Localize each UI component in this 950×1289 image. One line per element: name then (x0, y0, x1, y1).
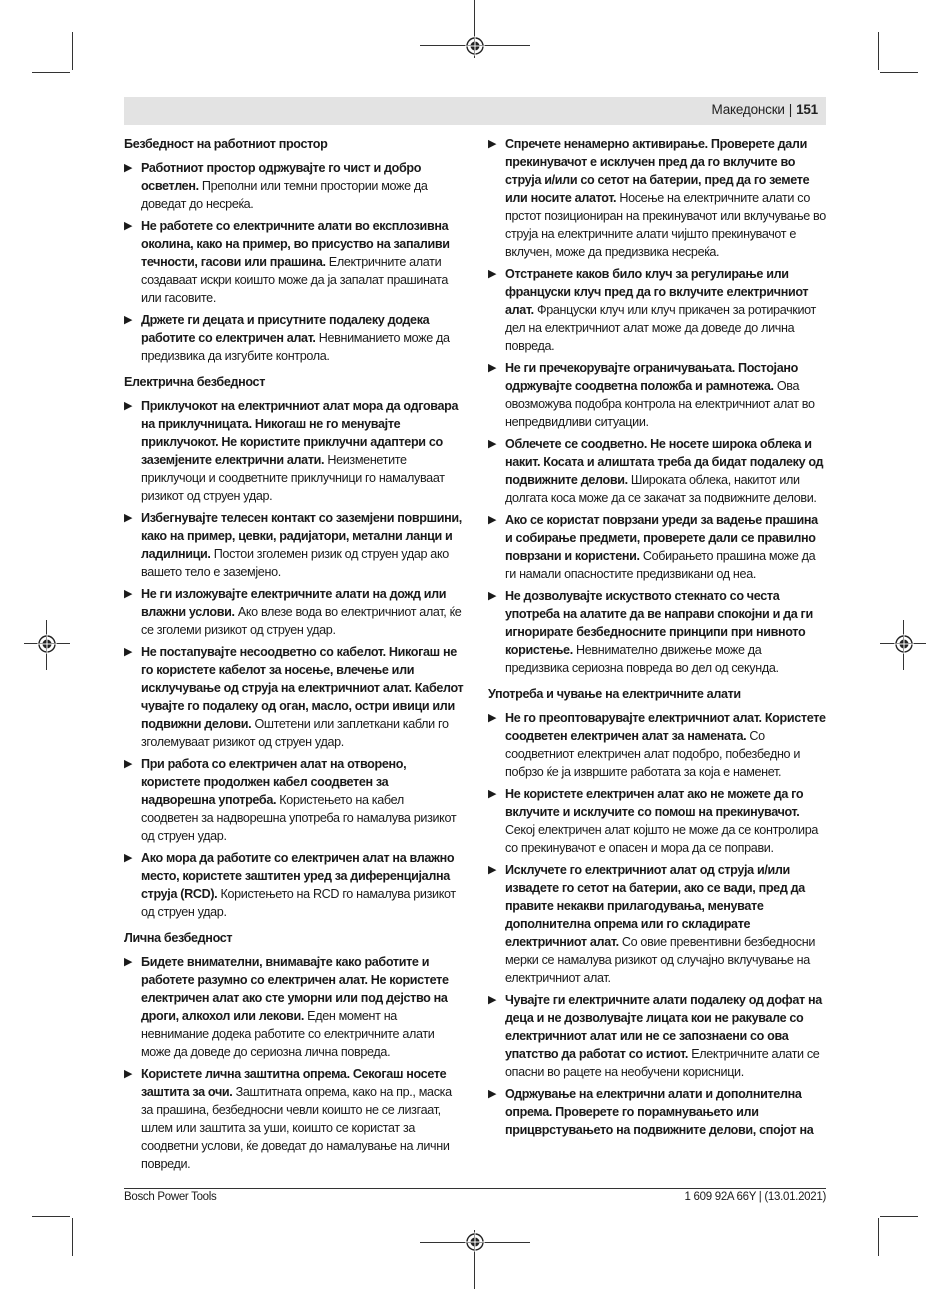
instruction-explanation-text: Користењето на кабел соодветен за надворешна употреба го намалува ризикот од струен удар. (141, 793, 457, 843)
bullet-arrow-icon: ▶ (124, 314, 133, 326)
safety-instruction-item (124, 159, 464, 213)
instruction-bold-text: Исклучете го електричниот алат од струја и/или извадете го сетот на батерии, ако се вади, пред да правите некакви прилагодувања, менувате дополнителна опрема или го складирате електричниот алат. (505, 863, 805, 949)
instruction-bold-text: Работниот простор одржувајте го чист и добро осветлен. (141, 161, 422, 193)
section-heading: Безбедност на работниот простор (124, 137, 328, 151)
instruction-explanation-text: Собирањето прашина може да ги намали опасностите предизвикани од неа. (505, 549, 816, 581)
crop-mark (32, 72, 70, 73)
section-spacer (488, 1143, 828, 1147)
instruction-bold-text: Не работете со електричните алати во експлозивна околина, како на пример, во присуство на запаливи течности, гасови или прашина. (141, 219, 450, 269)
bullet-arrow-icon: ▶ (124, 220, 133, 232)
instruction-bold-text: Не го преоптоварувајте електричниот алат. Користете соодветен електричен алат за намената. (505, 711, 826, 743)
bullet-arrow-icon: ▶ (488, 994, 497, 1006)
bullet-arrow-icon: ▶ (488, 514, 497, 526)
instruction-explanation-text: Оштетени или заплеткани кабли го зголемуваат ризикот од струен удар. (141, 717, 449, 749)
instruction-explanation-text: Широката облека, накитот или долгата коса може да се закачат за подвижните делови. (505, 473, 817, 505)
bullet-arrow-icon: ▶ (488, 268, 497, 280)
instruction-explanation-text: Француски клуч или клуч прикачен за ротирачкиот дел на електричниот алат може да доведе до лична повреда. (505, 303, 816, 353)
crop-mark (880, 1216, 918, 1217)
instruction-explanation-text: Преполни или темни простории може да доведат до несреќа. (141, 179, 428, 211)
safety-instruction-item (488, 435, 828, 507)
bullet-arrow-icon: ▶ (124, 162, 133, 174)
section-spacer (124, 1177, 464, 1181)
safety-instruction-item (124, 643, 464, 751)
section-heading: Употреба и чување на електричните алати (488, 687, 741, 701)
page-header (124, 97, 826, 125)
crop-mark (880, 72, 918, 73)
safety-instruction-item (124, 585, 464, 639)
instruction-bold-text: Спречете ненамерно активирање. Проверете дали прекинувачот е исклучен пред да го вклучите во струја и/или со сетот на батерии, пред да го земете или носите алатот. (505, 137, 810, 205)
bullet-arrow-icon: ▶ (124, 1068, 133, 1080)
safety-instruction-item (488, 265, 828, 355)
safety-instruction-item (488, 785, 828, 857)
crop-mark (878, 1218, 879, 1256)
safety-instruction-item (124, 217, 464, 307)
instruction-bold-text: Не постапувајте несоодветно со кабелот. Никогаш не го користете кабелот за носење, влечење или исклучување од струја на електричниот алат. Кабелот чувајте го подалеку од оган, масло, остри ивици или подвижни делови. (141, 645, 464, 731)
instruction-bold-text: Ако се користат поврзани уреди за вадење прашина и собирање предмети, проверете дали се правилно поврзани и користени. (505, 513, 818, 563)
safety-instruction-item (124, 397, 464, 505)
safety-instruction-item (124, 953, 464, 1061)
instruction-bold-text: Приклучокот на електричниот алат мора да одговара на приклучницата. Никогаш не го менувајте приклучокот. Не користите приклучни адаптери со заземјените електрични алати. (141, 399, 459, 467)
instruction-bold-text: Чувајте ги електричните алати подалеку од дофат на деца и не дозволувајте лицата кои не ракувале со електричниот алат или не се запознаени со ова упатство да работат со истиот. (505, 993, 822, 1061)
footer-doc-number: 1 609 92A 66Y | (13.01.2021) (684, 1191, 826, 1203)
bullet-arrow-icon: ▶ (488, 864, 497, 876)
page-number: 151 (796, 102, 818, 117)
registration-target-icon (37, 634, 57, 654)
instruction-bold-text: При работа со електричен алат на отворено, користете продолжен кабел соодветен за надворешна употреба. (141, 757, 407, 807)
bullet-arrow-icon: ▶ (488, 590, 497, 602)
instruction-explanation-text: Секој електричен алат којшто не може да се контролира со прекинувачот е опасен и мора да се поправи. (505, 823, 819, 855)
bullet-arrow-icon: ▶ (488, 1088, 497, 1100)
bullet-arrow-icon: ▶ (124, 852, 133, 864)
safety-instruction-item (488, 587, 828, 677)
safety-instruction-item (124, 1065, 464, 1173)
instruction-bold-text: Отстранете каков било клуч за регулирање или француски клуч пред да го вклучите електричниот алат. (505, 267, 809, 317)
section-heading: Лична безбедност (124, 931, 233, 945)
safety-instruction-item (488, 1085, 828, 1139)
instruction-bold-text: Бидете внимателни, внимавајте како работите и работете разумно со електричен алат. Не користете електричен алат ако сте уморни или под дејство на дроги, алкохол или лекови. (141, 955, 449, 1023)
instruction-bold-text: Држете ги децата и присутните подалеку додека работите со електричен алат. (141, 313, 430, 345)
instruction-bold-text: Одржување на електрични алати и дополнителна опрема. Проверете го порамнувањето или прицврстувањето на подвижните делови, спојот на (505, 1087, 814, 1137)
instruction-bold-text: Облечете се соодветно. Не носете широка облека и накит. Косата и алиштата треба да бидат подалеку од подвижните делови. (505, 437, 824, 487)
crop-mark (72, 32, 73, 70)
right-column (488, 135, 828, 1147)
crop-mark (72, 1218, 73, 1256)
safety-instruction-item (488, 359, 828, 431)
bullet-arrow-icon: ▶ (488, 438, 497, 450)
header-text (712, 102, 818, 117)
safety-instruction-item (124, 509, 464, 581)
bullet-arrow-icon: ▶ (124, 400, 133, 412)
instruction-bold-text: Не ги пречекорувајте ограничувањата. Постојано одржувајте соодветна положба и рамнотежа. (505, 361, 798, 393)
instruction-explanation-text: Заштитната опрема, како на пр., маска за прашина, безбедносни чевли коишто не се лизгаат, шлем или заштита за уши, коишто се користат за соодветни услови, ќе доведат до намалување на лични повреди. (141, 1085, 452, 1171)
instruction-explanation-text: Користењето на RCD го намалува ризикот од струен удар. (141, 887, 456, 919)
instruction-explanation-text: Со соодветниот електричен алат подобро, побезбедно и побрзо ќе ја извршите работата за која е наменет. (505, 729, 801, 779)
registration-target-icon (465, 36, 485, 56)
instruction-explanation-text: Со овие превентивни безбедносни мерки се намалува ризикот од случајно вклучување на електричниот алат. (505, 935, 816, 985)
bullet-arrow-icon: ▶ (488, 712, 497, 724)
safety-instruction-item (488, 861, 828, 987)
bullet-arrow-icon: ▶ (124, 512, 133, 524)
footer-brand: Bosch Power Tools (124, 1191, 217, 1203)
bullet-arrow-icon: ▶ (488, 362, 497, 374)
instruction-bold-text: Не ги изложувајте електричните алати на дожд или влажни услови. (141, 587, 447, 619)
instruction-explanation-text: Постои зголемен ризик од струен удар ако вашето тело е заземјено. (141, 547, 449, 579)
bullet-arrow-icon: ▶ (124, 758, 133, 770)
instruction-bold-text: Користете лична заштитна опрема. Секогаш носете заштита за очи. (141, 1067, 447, 1099)
crop-mark (878, 32, 879, 70)
instruction-bold-text: Не дозволувајте искуството стекнато со честа употреба на алатите да ве направи спокојни и да ги игнорирате безбедносните принципи при нивното користење. (505, 589, 813, 657)
instruction-explanation-text: Носење на електричните алати со прстот позициониран на прекинувачот или вклучување во струја на електричните алати чијшто прекинувачот е вклучен, може да предизвика несреќа. (505, 191, 826, 259)
safety-instruction-item (488, 991, 828, 1081)
bullet-arrow-icon: ▶ (124, 646, 133, 658)
crop-mark (32, 1216, 70, 1217)
instruction-explanation-text: Невниманието може да предизвика да изгубите контрола. (141, 331, 450, 363)
footer-rule (124, 1188, 826, 1189)
instruction-explanation-text: Електричните алати се опасни во рацете на необучени корисници. (505, 1047, 820, 1079)
instruction-explanation-text: Ако влезе вода во електричниот алат, ќе се зголеми ризикот од струен удар. (141, 605, 462, 637)
section-heading: Електрична безбедност (124, 375, 266, 389)
safety-instruction-item (488, 511, 828, 583)
registration-target-icon (894, 634, 914, 654)
registration-target-icon (465, 1232, 485, 1252)
instruction-bold-text: Ако мора да работите со електричен алат на влажно место, користете заштитен уред за диференцијална струја (RCD). (141, 851, 455, 901)
safety-instruction-item (124, 849, 464, 921)
instruction-explanation-text: Еден момент на невнимание додека работите со електричните алати може да доведе до сериозна лична повреда. (141, 1009, 435, 1059)
safety-instruction-item (488, 135, 828, 261)
bullet-arrow-icon: ▶ (488, 788, 497, 800)
bullet-arrow-icon: ▶ (124, 956, 133, 968)
bullet-arrow-icon: ▶ (124, 588, 133, 600)
instruction-explanation-text: Невнимателно движење може да предизвика сериозна повреда во дел од секунда. (505, 643, 779, 675)
instruction-explanation-text: Електричните алати создаваат искри коишто може да ја запалат прашината или гасовите. (141, 255, 448, 305)
left-column (124, 135, 464, 1181)
instruction-bold-text: Не користете електричен алат ако не можете да го вклучите и исклучите со помош на прекинувачот. (505, 787, 804, 819)
header-separator: | (788, 102, 793, 117)
safety-instruction-item (124, 755, 464, 845)
header-language: Македонски (711, 102, 785, 117)
instruction-bold-text: Избегнувајте телесен контакт со заземјени површини, како на пример, цевки, радијатори, метални ланци и ладилници. (141, 511, 462, 561)
instruction-explanation-text: Неизменетите приклучоци и соодветните приклучници го намалуваат ризикот од струен удар. (141, 453, 445, 503)
safety-instruction-item (124, 311, 464, 365)
instruction-explanation-text: Ова овозможува подобра контрола на електричниот алат во непредвидливи ситуации. (505, 379, 815, 429)
bullet-arrow-icon: ▶ (488, 138, 497, 150)
safety-instruction-item (488, 709, 828, 781)
